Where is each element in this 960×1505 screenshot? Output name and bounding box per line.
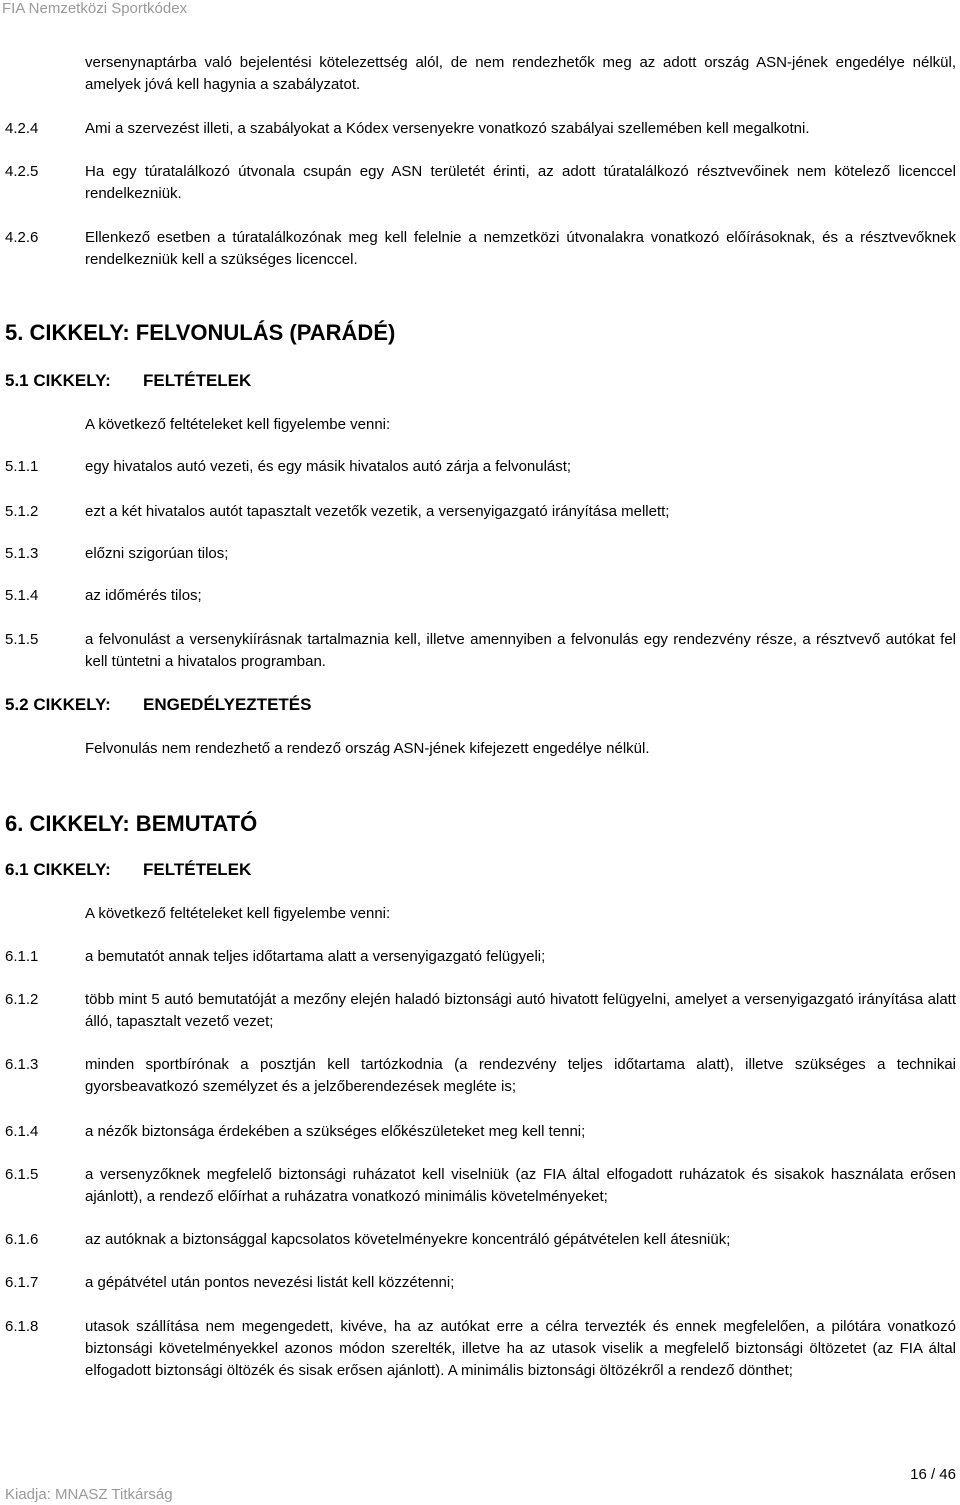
clause-text: több mint 5 autó bemutatóját a mezőny elején haladó biztonsági autó hivatott felügyelni, amelyet a versenyigazgató irányítása alatt álló, tapasztalt vezető vezet; bbox=[85, 991, 956, 1030]
section-heading-5: 5. CIKKELY: FELVONULÁS (PARÁDÉ) bbox=[5, 320, 396, 345]
clause-number: 4.2.6 bbox=[5, 229, 39, 246]
intro-text: A következő feltételeket kell figyelembe venni: bbox=[85, 905, 391, 922]
clause-number: 4.2.5 bbox=[5, 163, 39, 180]
clause-text: Ellenkező esetben a túratalálkozónak meg kell felelnie a nemzetközi útvonalakra vonatkozó előírásoknak, és a résztvevőknek rendelkezniük kell a szükséges licenccel. bbox=[85, 229, 956, 268]
subsection-number: 5.1 CIKKELY: bbox=[5, 371, 111, 390]
subsection-heading-5-1 bbox=[5, 370, 252, 392]
clause-text: utasok szállítása nem megengedett, kivéve, ha az autókat erre a célra tervezték és ennek megfelelően, a pilótára vonatkozó biztonsági követelményekkel azonos módon szerelték, illetve ha az utasok viselik a megfelelő biztonsági öltözetet (az FIA által elfogadott biztonsági öltözék és sisak erősen ajánlott). A minimális biztonsági öltözékről a rendező dönthet; bbox=[85, 1318, 956, 1379]
clause-number: 5.1.3 bbox=[5, 545, 39, 562]
clause-number: 6.1.8 bbox=[5, 1318, 39, 1335]
clause-text: az időmérés tilos; bbox=[85, 587, 202, 604]
clause-text: Ha egy túratalálkozó útvonala csupán egy ASN területét érinti, az adott túratalálkozó résztvevőinek nem kötelező licenccel rendelkezniük. bbox=[85, 163, 956, 202]
intro-text: A következő feltételeket kell figyelembe venni: bbox=[85, 416, 391, 433]
subsection-number: 5.2 CIKKELY: bbox=[5, 695, 111, 714]
clause-number: 6.1.3 bbox=[5, 1056, 39, 1073]
clause-text: a bemutatót annak teljes időtartama alatt a versenyigazgató felügyeli; bbox=[85, 948, 546, 965]
section-heading-6: 6. CIKKELY: BEMUTATÓ bbox=[5, 811, 258, 836]
running-header: FIA Nemzetközi Sportkódex bbox=[2, 0, 188, 17]
subsection-title: FELTÉTELEK bbox=[143, 860, 252, 879]
clause-text: az autóknak a biztonsággal kapcsolatos követelményekre koncentráló gépátvételen kell átesniük; bbox=[85, 1231, 731, 1248]
page-number: 16 / 46 bbox=[910, 1466, 956, 1483]
clause-text: előzni szigorúan tilos; bbox=[85, 545, 229, 562]
clause-number: 5.1.2 bbox=[5, 503, 39, 520]
clause-text: a nézők biztonsága érdekében a szükséges előkészületeket meg kell tenni; bbox=[85, 1123, 586, 1140]
clause-text: ezt a két hivatalos autót tapasztalt vezetők vezetik, a versenyigazgató irányítása mellett; bbox=[85, 503, 670, 520]
clause-number: 6.1.1 bbox=[5, 948, 39, 965]
subsection-title: FELTÉTELEK bbox=[143, 371, 252, 390]
clause-text: Ami a szervezést illeti, a szabályokat a Kódex versenyekre vonatkozó szabályai szellemében kell megalkotni. bbox=[85, 120, 810, 137]
clause-number: 5.1.4 bbox=[5, 587, 39, 604]
paragraph-continuation: versenynaptárba való bejelentési kötelezettség alól, de nem rendezhetők meg az adott ország ASN-jének engedélye nélkül, amelyek jóvá kell hagynia a szabályzatot. bbox=[85, 54, 956, 93]
publisher-footer: Kiadja: MNASZ Titkárság bbox=[5, 1486, 173, 1503]
clause-number: 5.1.5 bbox=[5, 631, 39, 648]
clause-number: 6.1.4 bbox=[5, 1123, 39, 1140]
clause-number: 6.1.7 bbox=[5, 1274, 39, 1291]
clause-number: 5.1.1 bbox=[5, 458, 39, 475]
clause-text: a versenyzőknek megfelelő biztonsági ruházatot kell viselniük (az FIA által elfogadott ruházatok és sisakok használata erősen ajánlott), a rendező előírhat a ruházatra vonatkozó minimális követelményeket; bbox=[85, 1166, 956, 1205]
clause-text: minden sportbírónak a posztján kell tartózkodnia (a rendezvény teljes időtartama alatt), illetve szükséges a technikai gyorsbeavatkozó személyzet és a jelzőberendezések megléte is; bbox=[85, 1056, 956, 1095]
subsection-heading-5-2 bbox=[5, 694, 312, 716]
clause-text: egy hivatalos autó vezeti, és egy másik hivatalos autó zárja a felvonulást; bbox=[85, 458, 572, 475]
clause-number: 6.1.2 bbox=[5, 991, 39, 1008]
authorization-text: Felvonulás nem rendezhető a rendező ország ASN-jének kifejezett engedélye nélkül. bbox=[85, 740, 650, 757]
clause-number: 4.2.4 bbox=[5, 120, 39, 137]
clause-text: a gépátvétel után pontos nevezési listát kell közzétenni; bbox=[85, 1274, 455, 1291]
clause-text: a felvonulást a versenykiírásnak tartalmaznia kell, illetve amennyiben a felvonulás egy rendezvény része, a résztvevő autókat fel kell tüntetni a hivatalos programban. bbox=[85, 631, 956, 670]
clause-number: 6.1.6 bbox=[5, 1231, 39, 1248]
subsection-title: ENGEDÉLYEZTETÉS bbox=[143, 695, 312, 714]
subsection-heading-6-1 bbox=[5, 859, 252, 881]
clause-number: 6.1.5 bbox=[5, 1166, 39, 1183]
subsection-number: 6.1 CIKKELY: bbox=[5, 860, 111, 879]
